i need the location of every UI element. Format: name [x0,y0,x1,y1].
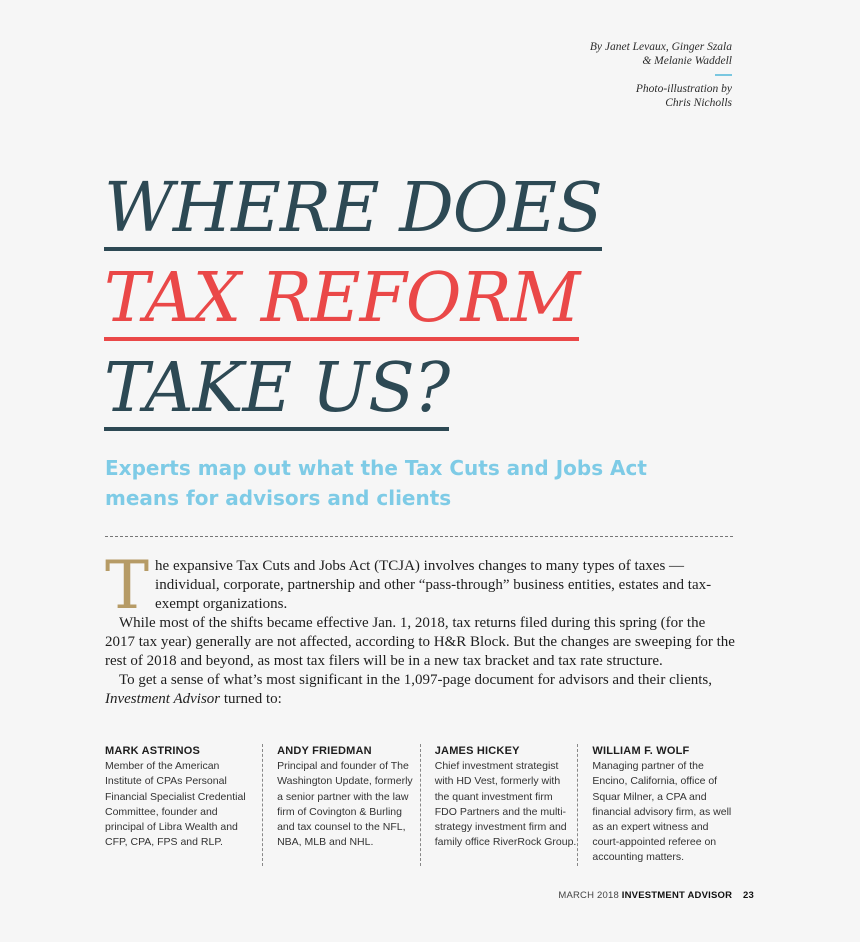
expert-bio: Member of the American Institute of CPAs Personal Financial Specialist Credential Committee, founder and principal of Libra Wealth and CFP, CPA, FPS and RLP. [105,760,246,849]
byline-authors: By Janet Levaux, Ginger Szala [589,41,732,53]
issue-date: MARCH 2018 [558,890,619,901]
page-footer [558,890,754,901]
expert-name: MARK ASTRINOS [105,745,201,757]
expert-card [420,744,578,866]
page-number: 23 [743,890,754,901]
expert-name: ANDY FRIEDMAN [277,745,372,757]
byline-authors-2: & Melanie Waddell [642,55,732,67]
experts-row [105,744,735,866]
photo-credit-name: Chris Nicholls [665,96,732,109]
dek-subtitle: Experts map out what the Tax Cuts and Jobs Act means for advisors and clients [105,456,647,510]
headline-line-1: WHERE DOES [104,164,704,254]
expert-name: WILLIAM F. WOLF [592,745,690,757]
expert-card [577,744,735,866]
expert-bio: Chief investment strategist with HD Vest, formerly with the quant investment firm FDO Partners and the multi-strategy investment firm and family office RiverRock Group. [434,760,577,849]
paragraph-2: While most of the shifts became effective Jan. 1, 2018, tax returns filed during this spring (for the 2017 tax year) generally are not affected, according to H&R Block. But the changes are sweeping for the rest of 2018 and beyond, as most tax filers will be in a new tax bracket and tax rate structure. [105,615,735,669]
headline [104,164,704,434]
section-divider [105,536,733,537]
photo-credit: Photo-illustration by [635,82,732,95]
byline-divider [715,74,732,76]
headline-line-2: TAX REFORM [104,254,704,344]
article-body [105,547,735,709]
expert-card [105,744,262,866]
headline-line-3: TAKE US? [104,344,704,434]
expert-bio: Managing partner of the Encino, California, office of Squar Milner, a CPA and financial advisory firm, as well as an expert witness and court-appointed referee on accounting matters. [592,760,732,864]
expert-name: JAMES HICKEY [434,745,520,757]
publication-name: INVESTMENT ADVISOR [621,890,733,901]
paragraph-1: The expansive Tax Cuts and Jobs Act (TCJA) involves changes to many types of taxes — individual, corporate, partnership and other “pass-through” business entities, estates and tax-exempt organizations. [105,547,712,624]
byline [432,40,732,110]
expert-card [262,744,420,866]
expert-bio: Principal and founder of The Washington Update, formerly a senior partner with the law firm of Covington & Burling and tax counsel to the NFL, NBA, MLB and NHL. [277,760,413,849]
paragraph-3: To get a sense of what’s most significant in the 1,097-page document for advisors and their clients, Investment Advisor turned to: [105,672,712,707]
drop-cap: T [105,547,150,624]
